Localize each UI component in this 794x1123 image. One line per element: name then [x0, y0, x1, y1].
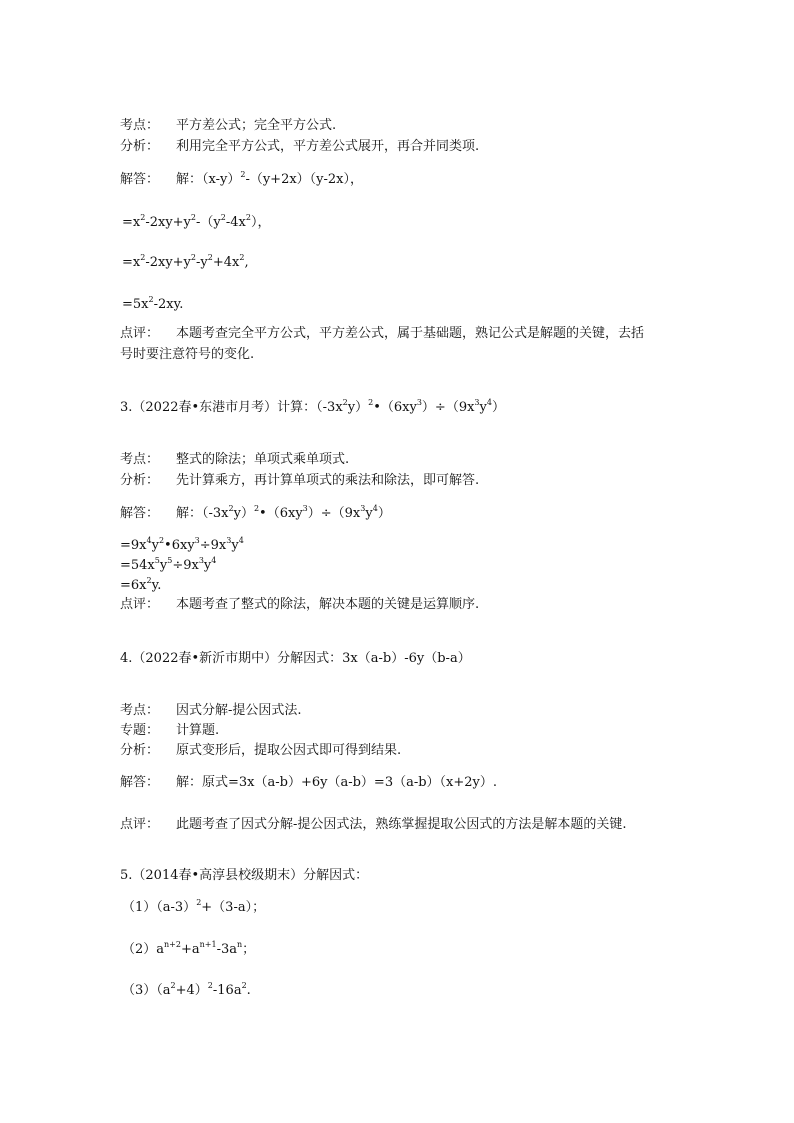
kaodian-row: [120, 452, 349, 468]
math-text: y: [365, 506, 373, 521]
question-3-title: [120, 400, 505, 416]
superscript: 2: [342, 398, 348, 407]
math-text: y: [203, 558, 212, 573]
dianping-label: 点评：: [120, 326, 160, 341]
math-text: ）: [491, 400, 505, 415]
math-text: -（y: [196, 215, 221, 230]
math-text: -2xy+y: [145, 215, 191, 230]
kaodian-label: 考点：: [120, 118, 160, 133]
superscript: 5: [167, 556, 173, 565]
superscript: 3: [194, 536, 200, 545]
superscript: 2: [146, 576, 152, 585]
math-text: -3a: [216, 942, 238, 957]
superscript: n+1: [199, 940, 217, 949]
kaodian-text: 平方差公式；完全平方公式.: [176, 118, 337, 133]
kaodian-text: 因式分解-提公因式法.: [176, 703, 302, 718]
superscript: 2: [245, 213, 251, 222]
superscript: 3: [416, 398, 422, 407]
superscript: 2: [207, 253, 213, 262]
math-text: （1）（a-3）: [122, 900, 197, 915]
math-text: ）÷（9x: [307, 506, 361, 521]
superscript: 2: [148, 295, 154, 304]
math-text: y: [159, 558, 168, 573]
superscript: 2: [240, 170, 246, 179]
fenxi-text: 利用完全平方公式，平方差公式展开，再合并同类项.: [176, 139, 480, 154]
solution-step: [122, 297, 183, 313]
zhuanti-label: 专题：: [120, 723, 160, 738]
superscript: 4: [211, 556, 217, 565]
jieda-row: [120, 775, 497, 791]
math-text: =6x: [120, 578, 147, 593]
subquestion-2: [122, 942, 255, 958]
dianping-label: 点评：: [120, 817, 160, 832]
superscript: 2: [368, 398, 374, 407]
math-text: .: [246, 983, 251, 998]
fenxi-label: 分析：: [120, 743, 160, 758]
math-text: y）: [233, 506, 254, 521]
question-4-title: [120, 651, 471, 667]
superscript: 4: [372, 504, 378, 513]
superscript: 2: [190, 213, 196, 222]
math-text: 3.（2022春•东港市月考）计算：（-3x: [120, 400, 343, 415]
math-text: y）: [347, 400, 369, 415]
jieda-text: 解：原式=3x（a-b）+6y（a-b）=3（a-b）（x+2y）.: [176, 775, 498, 790]
fenxi-row: [120, 743, 401, 759]
math-text: •6xy: [164, 538, 195, 553]
fenxi-label: 分析：: [120, 139, 160, 154]
superscript: 4: [146, 536, 152, 545]
math-text: 解：（-3x: [176, 506, 229, 521]
math-text: +（3-a）；: [201, 900, 266, 915]
math-text: （3）（a: [122, 983, 171, 998]
math-text: -16a: [212, 983, 242, 998]
math-text: y: [479, 400, 487, 415]
math-text: y: [151, 538, 159, 553]
math-text: -2xy.: [153, 297, 184, 312]
math-text: •（6xy: [259, 506, 303, 521]
math-text: y.: [151, 578, 162, 593]
solution-step: [120, 538, 244, 554]
subquestion-3: [122, 983, 251, 999]
superscript: 2: [241, 981, 247, 990]
jieda-label: 解答：: [120, 506, 160, 521]
kaodian-label: 考点：: [120, 452, 160, 467]
math-text: -（y+2x）（y-2x），: [245, 172, 364, 187]
dianping-continuation: [120, 347, 254, 363]
kaodian-label: 考点：: [120, 703, 160, 718]
fenxi-row: [120, 473, 479, 489]
superscript: 3: [226, 536, 232, 545]
zhuanti-row: [120, 723, 219, 739]
math-text: ）÷（9x: [421, 400, 475, 415]
question-title-text: 5.（2014春•高淳县校级期末）分解因式：: [120, 868, 369, 883]
math-text: ），: [250, 215, 271, 230]
question-5-title: [120, 868, 368, 884]
superscript: 5: [154, 556, 160, 565]
math-text: =9x: [120, 538, 147, 553]
superscript: 3: [198, 556, 204, 565]
math-text: y: [231, 538, 239, 553]
superscript: 2: [207, 981, 213, 990]
solution-step: [122, 215, 270, 231]
dianping-text: 本题考查了整式的除法，解决本题的关键是运算顺序.: [176, 597, 480, 612]
math-text: 解：（x-y）: [176, 172, 241, 187]
math-text: •（6xy: [373, 400, 417, 415]
superscript: 3: [360, 504, 366, 513]
superscript: 2: [220, 213, 226, 222]
superscript: n+2: [164, 940, 181, 949]
dianping-text: 号时要注意符号的变化.: [120, 347, 255, 362]
dianping-row: [120, 817, 627, 833]
math-text: -2xy+y: [145, 255, 191, 270]
subquestion-1: [122, 900, 265, 916]
dianping-text: 本题考查完全平方公式，平方差公式，属于基础题，熟记公式是解题的关键，去括: [176, 326, 645, 341]
math-text: +4x: [212, 255, 240, 270]
kaodian-row: [120, 703, 302, 719]
superscript: 2: [190, 253, 196, 262]
superscript: 2: [196, 898, 202, 907]
question-title-text: 4.（2022春•新沂市期中）分解因式：3x（a-b）-6y（b-a）: [120, 651, 471, 666]
superscript: 3: [302, 504, 308, 513]
math-text: =54x: [120, 558, 155, 573]
superscript: 4: [238, 536, 244, 545]
superscript: 2: [140, 253, 146, 262]
superscript: 3: [474, 398, 480, 407]
math-text: ÷9x: [199, 538, 227, 553]
math-text: +a: [180, 942, 200, 957]
superscript: 4: [486, 398, 492, 407]
fenxi-text: 原式变形后，提取公因式即可得到结果.: [176, 743, 402, 758]
fenxi-text: 先计算乘方，再计算单项式的乘法和除法，即可解答.: [176, 473, 480, 488]
math-text: +4）: [175, 983, 208, 998]
superscript: 2: [239, 253, 245, 262]
fenxi-row: [120, 139, 479, 155]
math-text: ）: [377, 506, 391, 521]
kaodian-row: [120, 118, 336, 134]
math-text: -y: [196, 255, 208, 270]
math-text: =x: [122, 215, 141, 230]
math-text: =5x: [122, 297, 149, 312]
jieda-row: [120, 172, 363, 188]
superscript: 2: [170, 981, 176, 990]
math-text: ,: [244, 255, 249, 270]
zhuanti-text: 计算题.: [176, 723, 220, 738]
math-text: -4x: [225, 215, 246, 230]
superscript: 2: [140, 213, 146, 222]
solution-step: [120, 558, 216, 574]
dianping-row: [120, 597, 479, 613]
dianping-row: [120, 326, 644, 342]
math-text: （2）a: [122, 942, 165, 957]
solution-step: [122, 255, 249, 271]
superscript: n: [237, 940, 243, 949]
superscript: 2: [228, 504, 234, 513]
superscript: 2: [253, 504, 260, 513]
fenxi-label: 分析：: [120, 473, 160, 488]
jieda-row: [120, 506, 391, 522]
superscript: 2: [158, 536, 165, 545]
dianping-text: 此题考查了因式分解-提公因式法，熟练掌握提取公因式的方法是解本题的关键.: [176, 817, 627, 832]
jieda-label: 解答：: [120, 775, 160, 790]
math-text: ÷9x: [172, 558, 199, 573]
solution-step: [120, 578, 161, 594]
jieda-label: 解答：: [120, 172, 160, 187]
math-text: ；: [242, 942, 256, 957]
math-text: =x: [122, 255, 141, 270]
dianping-label: 点评：: [120, 597, 160, 612]
kaodian-text: 整式的除法；单项式乘单项式.: [176, 452, 350, 467]
